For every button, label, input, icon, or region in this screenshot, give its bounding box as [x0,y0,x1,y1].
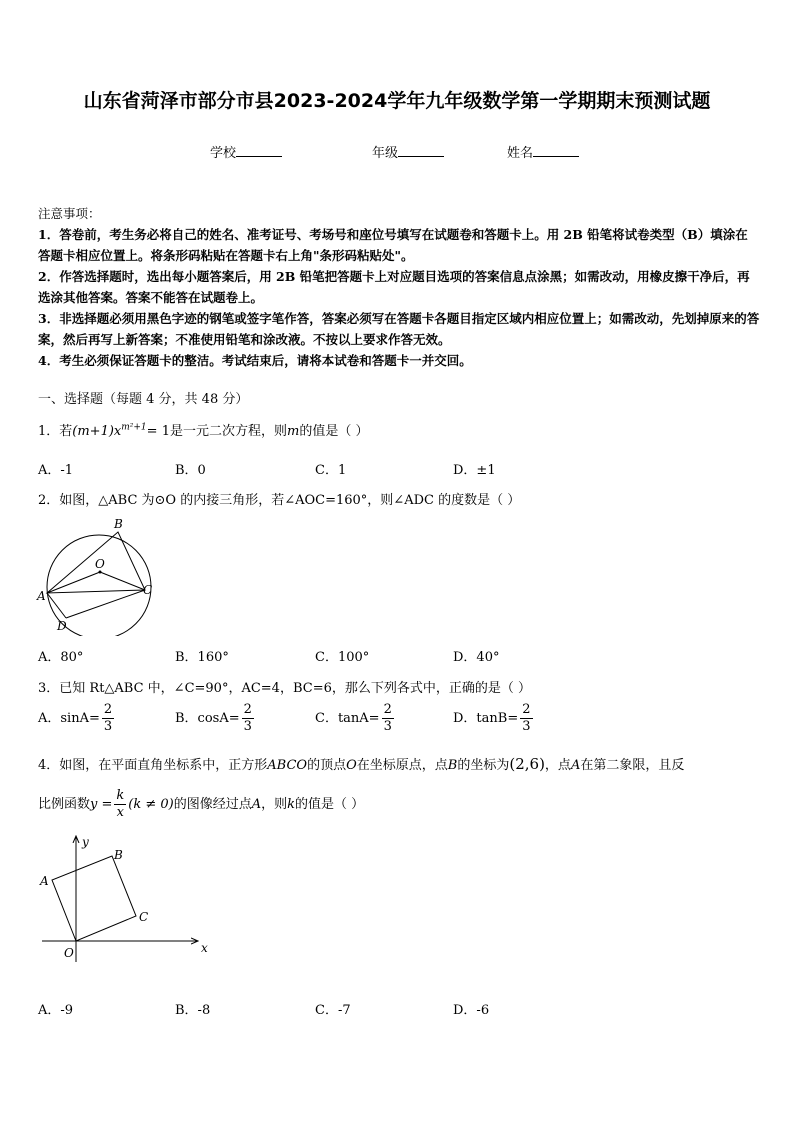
q2-line-ao [47,572,100,593]
q2-option-c[interactable]: C．100° [315,650,370,665]
q3-option-b-prefix: B．cosA= [175,711,240,726]
grade-blank[interactable] [398,144,444,157]
q3-option-d-num: 2 [522,702,531,717]
q4-text-c: 在坐标原点，点 [356,758,448,773]
q2-line-dc [66,590,145,618]
question-2: 2．如图，△ABC 为⊙O 的内接三角形，若∠AOC=160°，则∠ADC 的度数是（ ） [38,493,521,508]
q4-point-b: B [447,758,458,773]
q3-option-d-fraction [520,702,532,735]
q3-option-d-prefix: D．tanB= [453,711,519,726]
q1-option-b[interactable]: B．0 [175,463,206,478]
q4-label-a: A [40,874,49,888]
q2-label-o: O [95,557,105,571]
q3-option-c-prefix: C．tanA= [315,711,380,726]
q1-option-a[interactable]: A．-1 [38,463,74,478]
q1-num: 1．若 [38,424,73,439]
q4-square-abco [52,856,136,941]
q4-func-left: y = [90,797,113,812]
q4-point-o: O [346,758,357,773]
q4-var-k: k [287,797,296,812]
exam-title: 山东省菏泽市部分市县2023-2024学年九年级数学第一学期期末预测试题 [83,90,711,112]
q4-option-b[interactable]: B．-8 [175,1003,211,1018]
q3-option-a-num: 2 [103,702,113,717]
q2-option-a[interactable]: A．80° [38,650,84,665]
q4-func-cond: (k ≠ 0) [128,797,174,812]
q2-option-d[interactable]: D．40° [453,650,500,665]
school-field [210,142,282,161]
q4-label-b: B [114,848,123,862]
q4-label-c: C [139,910,149,924]
school-label: 学校 [210,146,237,161]
notes-block [38,203,760,371]
q3-option-a-prefix: A．sinA= [38,711,100,726]
q4-text-d: 的坐标为 [457,758,510,773]
question-3: 3．已知 Rt△ABC 中，∠C=90°，AC=4，BC=6，那么下列各式中，正确的是（ ） [38,681,531,696]
q4-label-y: y [82,835,89,849]
q4-option-c[interactable]: C．-7 [315,1003,351,1018]
q4-text-b: 的顶点 [307,758,347,773]
q4-func-num: k [116,788,125,803]
note-item-3: 3．非选择题必须用黑色字迹的钢笔或签字笔作答，答案必须写在答题卡各题目指定区域内相应位置上；如需改动，先划掉原来的答案，然后再写上新答案；不准使用铅笔和涂改液。不按以上要求作答无效。 [38,311,760,347]
name-field [507,142,579,161]
q4-option-a[interactable]: A．-9 [38,1003,74,1018]
q4-text-f: 在第二象限，且反 [580,758,685,773]
q2-label-d: D [57,619,67,633]
q4-text-a: 4．如图，在平面直角坐标系中，正方形 [38,758,268,773]
q1-expr-right: = 1 [146,424,170,439]
q3-option-a-den: 3 [103,719,113,734]
q1-option-c[interactable]: C．1 [315,463,347,478]
q4-func-fraction [114,788,126,821]
q4-label-x: x [201,941,208,955]
q3-option-d[interactable] [453,702,535,735]
q3-option-b-num: 2 [243,702,252,717]
q3-option-b[interactable] [175,702,256,735]
q1-expr-left: (m+1)x [72,424,122,439]
q2-label-c: C [143,583,153,597]
q3-option-c-den: 3 [383,719,392,734]
note-item-4: 4．考生必须保证答题卡的整洁。考试结束后，请将本试卷和答题卡一并交回。 [38,353,472,368]
question-4-line-2 [38,788,364,821]
q1-exponent: m²+1 [121,422,147,433]
q2-circle-figure [34,514,164,636]
q1-text-mid: 是一元二次方程，则 [169,424,287,439]
notes-heading: 注意事项： [38,206,101,221]
question-4-line-1 [38,754,684,773]
q4-point-a-2: A [251,797,262,812]
q3-option-d-den: 3 [522,719,531,734]
q3-option-a-fraction [102,702,114,735]
section-heading: 一、选择题（每题 4 分，共 48 分） [38,392,249,407]
q4-text-g: 比例函数 [38,797,91,812]
q2-label-a: A [37,589,46,603]
q4-text-h: 的图像经过点 [173,797,252,812]
q4-square-name: ABCO [267,758,308,773]
q4-text-i: ，则 [261,797,288,812]
q2-label-b: B [114,517,123,531]
q3-option-b-den: 3 [243,719,252,734]
q2-line-ad [47,593,66,618]
q3-option-c-num: 2 [383,702,392,717]
q2-option-b[interactable]: B．160° [175,650,229,665]
school-blank[interactable] [236,144,282,157]
grade-label: 年级 [372,146,399,161]
q1-option-d[interactable]: D．±1 [453,463,496,478]
q3-option-c-fraction [382,702,394,735]
q3-option-c[interactable] [315,702,396,735]
q4-coord-b: (2,6) [509,755,545,773]
q4-coordinate-figure [36,832,216,964]
q4-option-d[interactable]: D．-6 [453,1003,490,1018]
q1-text-end: 的值是（ ） [299,424,369,439]
q4-point-a: A [570,758,581,773]
question-1 [38,420,368,439]
name-label: 姓名 [507,146,534,161]
note-item-1: 1．答卷前，考生务必将自己的姓名、准考证号、考场号和座位号填写在试题卷和答题卡上。用 2B 铅笔将试卷类型（B）填涂在答题卡相应位置上。将条形码粘贴在答题卡右上角"条形码粘贴处"。 [38,227,748,263]
q4-func-den: x [116,805,124,820]
q4-text-j: 的值是（ ） [295,797,365,812]
q4-label-o: O [64,946,74,960]
q4-text-e: ，点 [544,758,571,773]
note-item-2: 2．作答选择题时，选出每小题答案后，用 2B 铅笔把答题卡上对应题目选项的答案信息点涂黑；如需改动，用橡皮擦干净后，再选涂其他答案。答案不能答在试题卷上。 [38,269,750,305]
q1-var: m [286,424,300,439]
grade-field [372,142,444,161]
q3-option-a[interactable] [38,702,116,735]
q3-option-b-fraction [242,702,254,735]
name-blank[interactable] [533,144,579,157]
